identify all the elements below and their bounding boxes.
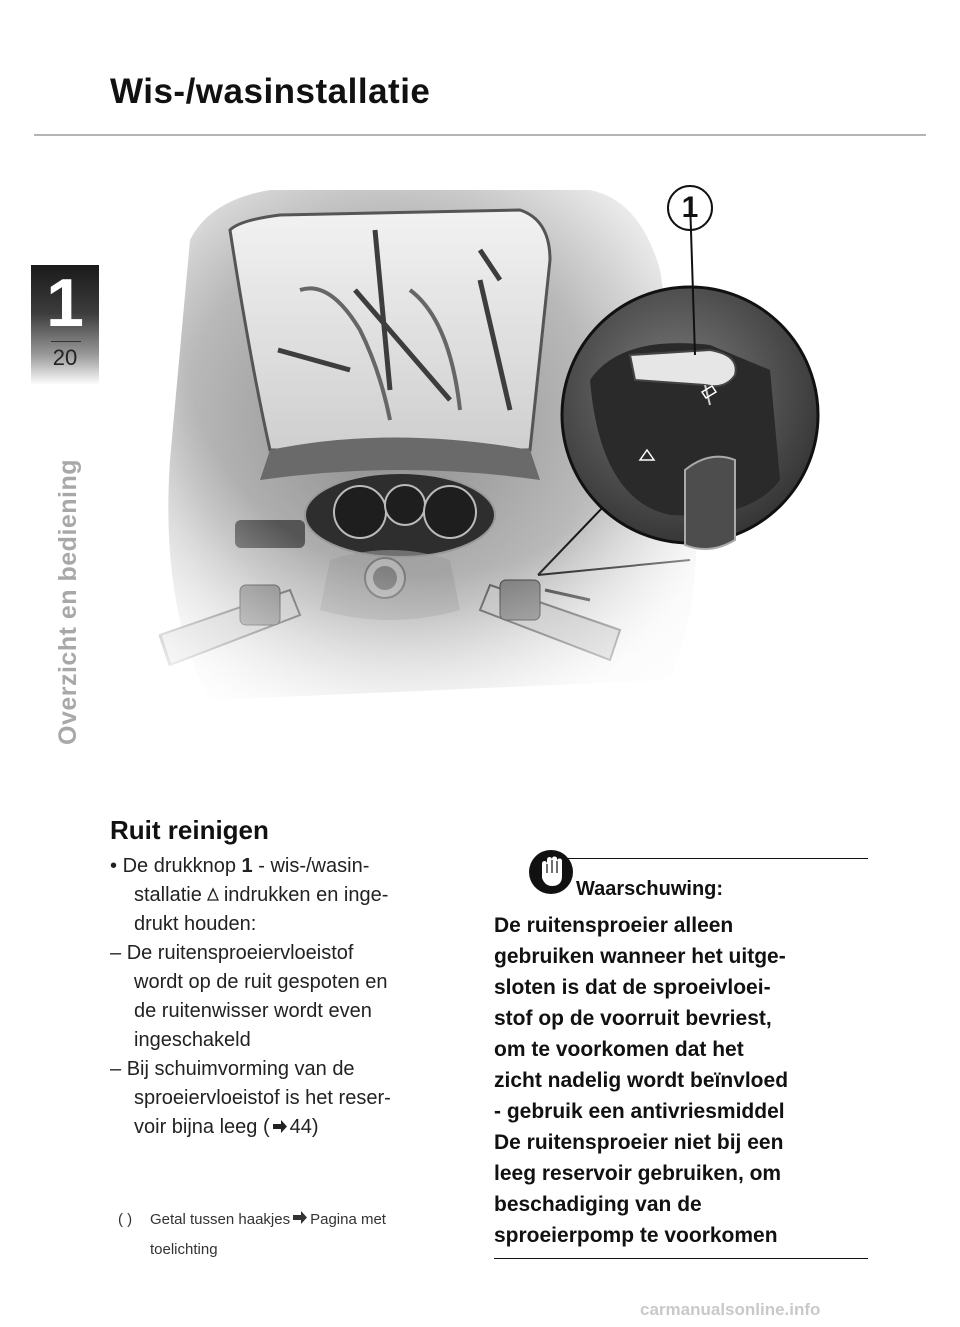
chapter-tab xyxy=(31,265,99,385)
callout-circle xyxy=(666,184,714,232)
watermark: carmanualsonline.info xyxy=(640,1300,821,1319)
button-ref: 1 xyxy=(241,855,253,877)
title-divider xyxy=(34,134,926,136)
dash-item: – Bij schuimvorming van de sproeiervloeistof is het reser- voir bijna leeg ( 44) xyxy=(110,1058,391,1138)
chapter-number: 1 xyxy=(46,265,84,341)
section-heading: Ruit reinigen xyxy=(110,815,269,845)
callout-label: 1 xyxy=(681,191,699,224)
page-arrow-icon xyxy=(292,1211,308,1224)
instructions xyxy=(110,852,480,1142)
bullet-instruction: • De drukknop 1 - wis-/wasin- stallatie indrukken en inge- drukt houden: xyxy=(110,855,389,935)
page-arrow-icon xyxy=(272,1120,288,1133)
page-title: Wis-/wasinstallatie xyxy=(110,72,431,111)
page-number: 20 xyxy=(52,345,78,370)
warning-bottom-rule xyxy=(494,1258,868,1259)
washer-icon xyxy=(205,887,221,903)
warning-title: Waarschuwing: xyxy=(576,878,724,900)
warning-text: De ruitensproeier alleen gebruiken wanneer het uitge- sloten is dat de sproeivloei- stof op de voorruit bevriest, om te voorkomen dat het zicht nadelig wordt beïnvloed - gebruik een antivriesmiddel De ruitensproeier niet bij een leeg reservoir gebruiken, om beschadiging van de sproeierpomp te voorkomen xyxy=(494,914,789,1247)
chapter-side-label: Overzicht en bediening xyxy=(54,458,82,745)
warning-hand-icon xyxy=(528,848,574,896)
warning-top-rule xyxy=(566,858,868,859)
footnote: ( ) Getal tussen haakjes Pagina met toelichting xyxy=(118,1211,386,1258)
chapter-divider xyxy=(51,341,81,342)
handlebar-photo xyxy=(150,160,890,720)
dash-item: – De ruitensproeiervloeistof wordt op de ruit gespoten en de ruitenwisser wordt even ingeschakeld xyxy=(110,942,388,1051)
